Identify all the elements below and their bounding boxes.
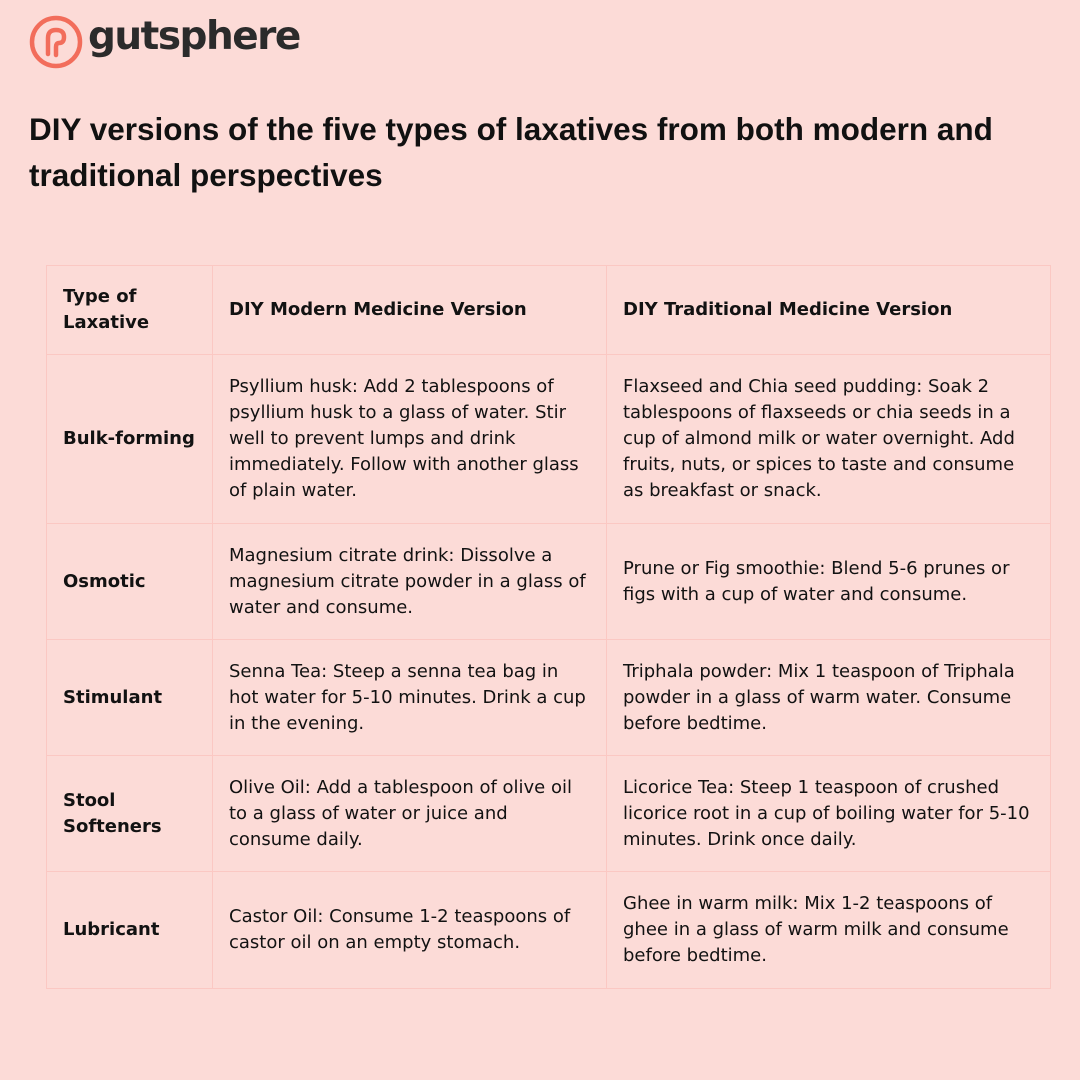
row-modern: Olive Oil: Add a tablespoon of olive oil to a glass of water or juice and consume daily. bbox=[213, 756, 607, 872]
row-type: Lubricant bbox=[47, 872, 213, 989]
row-modern: Senna Tea: Steep a senna tea bag in hot water for 5-10 minutes. Drink a cup in the evening. bbox=[213, 640, 607, 756]
row-traditional: Triphala powder: Mix 1 teaspoon of Triphala powder in a glass of warm water. Consume before bedtime. bbox=[607, 640, 1051, 756]
gut-logo-icon bbox=[28, 14, 84, 70]
row-type: Osmotic bbox=[47, 524, 213, 640]
table-row bbox=[47, 355, 1051, 524]
row-traditional: Ghee in warm milk: Mix 1-2 teaspoons of ghee in a glass of warm milk and consume before bedtime. bbox=[607, 872, 1051, 989]
row-modern: Psyllium husk: Add 2 tablespoons of psyllium husk to a glass of water. Stir well to prevent lumps and drink immediately. Follow with another glass of plain water. bbox=[213, 355, 607, 524]
header-traditional: DIY Traditional Medicine Version bbox=[607, 266, 1051, 355]
row-modern: Magnesium citrate drink: Dissolve a magnesium citrate powder in a glass of water and consume. bbox=[213, 524, 607, 640]
row-type: Bulk-forming bbox=[47, 355, 213, 524]
row-traditional: Licorice Tea: Steep 1 teaspoon of crushed licorice root in a cup of boiling water for 5-10 minutes. Drink once daily. bbox=[607, 756, 1051, 872]
laxatives-table bbox=[46, 265, 1051, 989]
row-type: Stimulant bbox=[47, 640, 213, 756]
header-type: Type of Laxative bbox=[47, 266, 213, 355]
row-modern: Castor Oil: Consume 1-2 teaspoons of castor oil on an empty stomach. bbox=[213, 872, 607, 989]
table-row bbox=[47, 640, 1051, 756]
table-row bbox=[47, 524, 1051, 640]
row-traditional: Prune or Fig smoothie: Blend 5-6 prunes or figs with a cup of water and consume. bbox=[607, 524, 1051, 640]
table-row bbox=[47, 872, 1051, 989]
header-modern: DIY Modern Medicine Version bbox=[213, 266, 607, 355]
brand-name: gutsphere bbox=[88, 14, 300, 59]
page-title: DIY versions of the five types of laxatives from both modern and traditional perspectives bbox=[29, 111, 993, 193]
table-row bbox=[47, 756, 1051, 872]
brand-logo bbox=[28, 14, 300, 70]
row-type: Stool Softeners bbox=[47, 756, 213, 872]
table-header-row bbox=[47, 266, 1051, 355]
row-traditional: Flaxseed and Chia seed pudding: Soak 2 tablespoons of flaxseeds or chia seeds in a cup of almond milk or water overnight. Add fruits, nuts, or spices to taste and consume as breakfast or snack. bbox=[607, 355, 1051, 524]
